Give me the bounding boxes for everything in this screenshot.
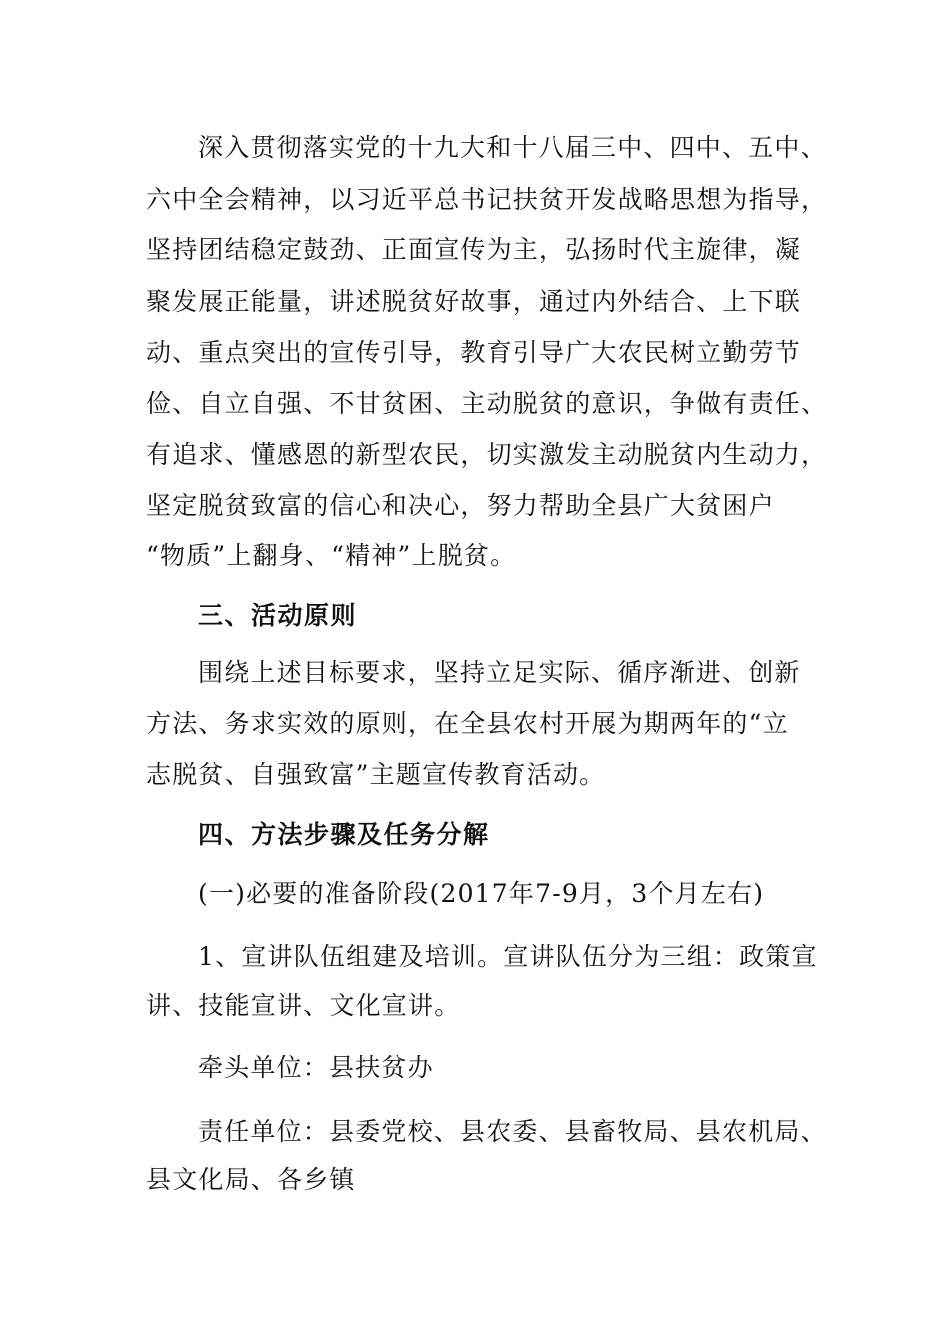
paragraph-line: 围绕上述目标要求，坚持立足实际、循序渐进、创新 bbox=[198, 658, 801, 687]
paragraph-line: 坚持团结稳定鼓劲、正面宣传为主，弘扬时代主旋律，凝 bbox=[146, 235, 802, 264]
paragraph-line: 方法、务求实效的原则，在全县农村开展为期两年的“立 bbox=[146, 709, 789, 738]
paragraph-line: 坚定脱贫致富的信心和决心，努力帮助全县广大贫困户 bbox=[146, 491, 775, 520]
paragraph-line: 1、宣讲队伍组建及培训。宣讲队伍分为三组：政策宣 bbox=[198, 942, 818, 971]
paragraph-line: “物质”上翻身、“精神”上脱贫。 bbox=[146, 541, 517, 570]
section-heading: 四、方法步骤及任务分解 bbox=[198, 820, 490, 849]
paragraph-line: 深入贯彻落实党的十九大和十八届三中、四中、五中、 bbox=[198, 133, 827, 162]
paragraph-line: 聚发展正能量，讲述脱贫好故事，通过内外结合、上下联 bbox=[146, 287, 802, 316]
paragraph-line: 俭、自立自强、不甘贫困、主动脱贫的意识，争做有责任、 bbox=[146, 389, 828, 418]
paragraph-line: 六中全会精神，以习近平总书记扶贫开发战略思想为指导， bbox=[146, 185, 828, 214]
lead-unit-line: 牵头单位：县扶贫办 bbox=[198, 1053, 434, 1082]
paragraph-line: 讲、技能宣讲、文化宣讲。 bbox=[146, 991, 461, 1020]
subsection-heading: (一)必要的准备阶段(2017年7-9月，3个月左右) bbox=[198, 879, 765, 908]
paragraph-line: 志脱贫、自强致富”主题宣传教育活动。 bbox=[146, 760, 606, 789]
paragraph-line: 动、重点突出的宣传引导，教育引导广大农民树立勤劳节 bbox=[146, 338, 802, 367]
section-heading: 三、活动原则 bbox=[198, 601, 358, 630]
responsible-units-line: 责任单位：县委党校、县农委、县畜牧局、县农机局、 bbox=[198, 1117, 827, 1146]
paragraph-line: 县文化局、各乡镇 bbox=[146, 1165, 356, 1194]
paragraph-line: 有追求、懂感恩的新型农民，切实激发主动脱贫内生动力， bbox=[146, 440, 828, 469]
